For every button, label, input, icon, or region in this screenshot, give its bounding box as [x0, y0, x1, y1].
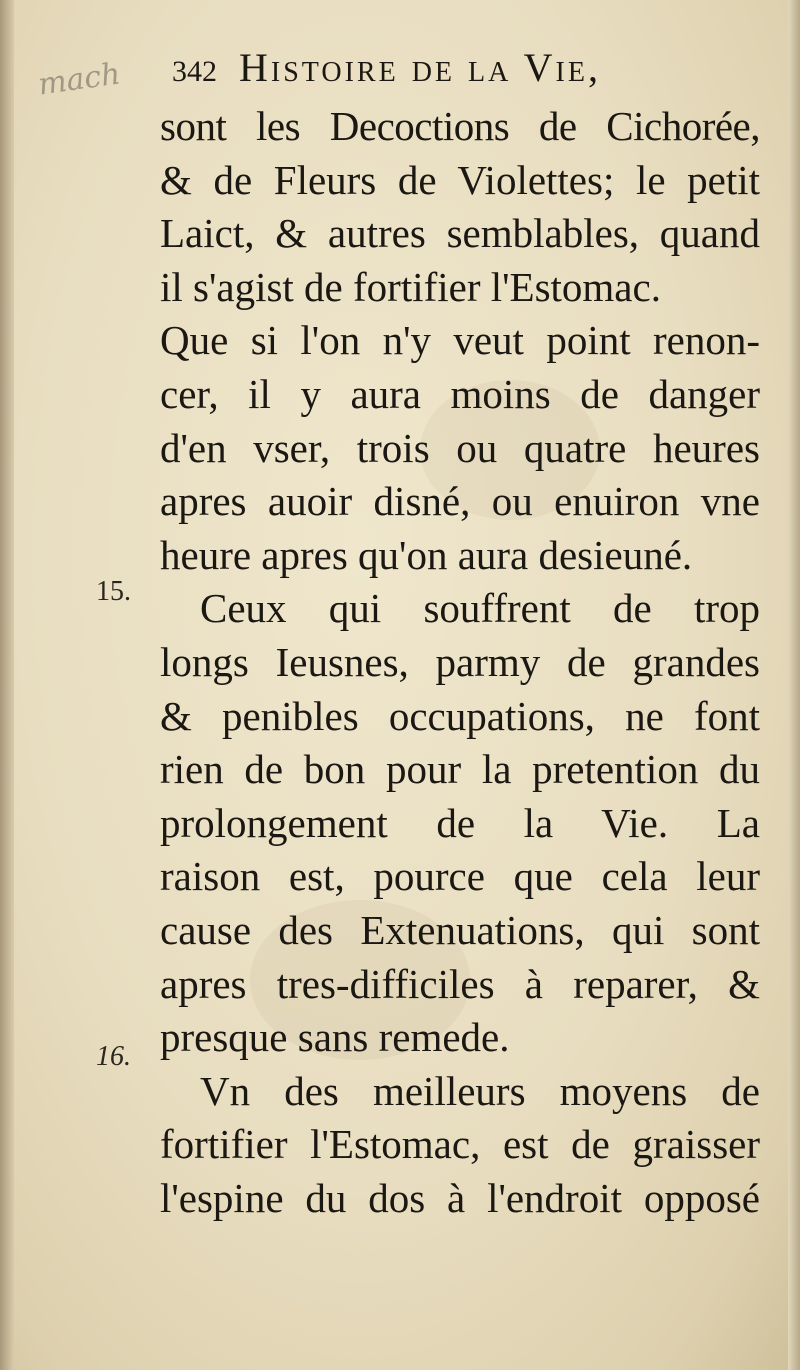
running-title: Histoire de la Vie,	[239, 45, 601, 90]
text-line: longs Ieusnes, parmy de grandes	[160, 638, 760, 685]
text-line: sont les Decoctions de Cichorée,	[160, 103, 760, 149]
text-line: heure apres qu'on aura desieuné.	[160, 531, 693, 578]
text-line: Ceux qui souffrent de trop	[200, 585, 760, 632]
text-line: Que si l'on n'y veut point renon-	[160, 317, 760, 364]
body-text	[160, 100, 760, 1225]
text-line: apres auoir disné, ou enuiron vne	[160, 478, 760, 525]
text-line: presque sans remede.	[160, 1014, 510, 1061]
text-line: Vn des meilleurs moyens de	[200, 1067, 760, 1114]
text-line: l'espine du dos à l'endroit opposé	[160, 1174, 760, 1221]
text-line: & de Fleurs de Violettes; le petit	[160, 156, 760, 203]
page-number: 342	[172, 55, 217, 88]
text-line: d'en vser, trois ou quatre heures	[160, 424, 760, 471]
text-line: il s'agist de fortifier l'Estomac.	[160, 263, 661, 310]
text-line: Laict, & autres semblables, quand	[160, 210, 760, 257]
page-right-edge	[788, 0, 800, 1370]
text-line: raison est, pource que cela leur	[160, 853, 760, 900]
paragraph-number-15: 15.	[96, 576, 131, 607]
paragraph-number-16: 16.	[96, 1041, 131, 1072]
text-line: cer, il y aura moins de danger	[160, 370, 760, 417]
handwritten-marginalia: mach	[35, 56, 123, 103]
text-line: prolongement de la Vie. La	[160, 799, 760, 846]
text-line: rien de bon pour la pretention du	[160, 746, 760, 793]
text-line: fortifier l'Estomac, est de graisser	[160, 1121, 760, 1168]
text-line: apres tres-difficiles à reparer, &	[160, 960, 760, 1007]
text-line: & penibles occupations, ne font	[160, 692, 760, 739]
text-line: cause des Extenuations, qui sont	[160, 906, 760, 953]
running-head	[172, 44, 752, 96]
page-left-edge	[0, 0, 14, 1370]
